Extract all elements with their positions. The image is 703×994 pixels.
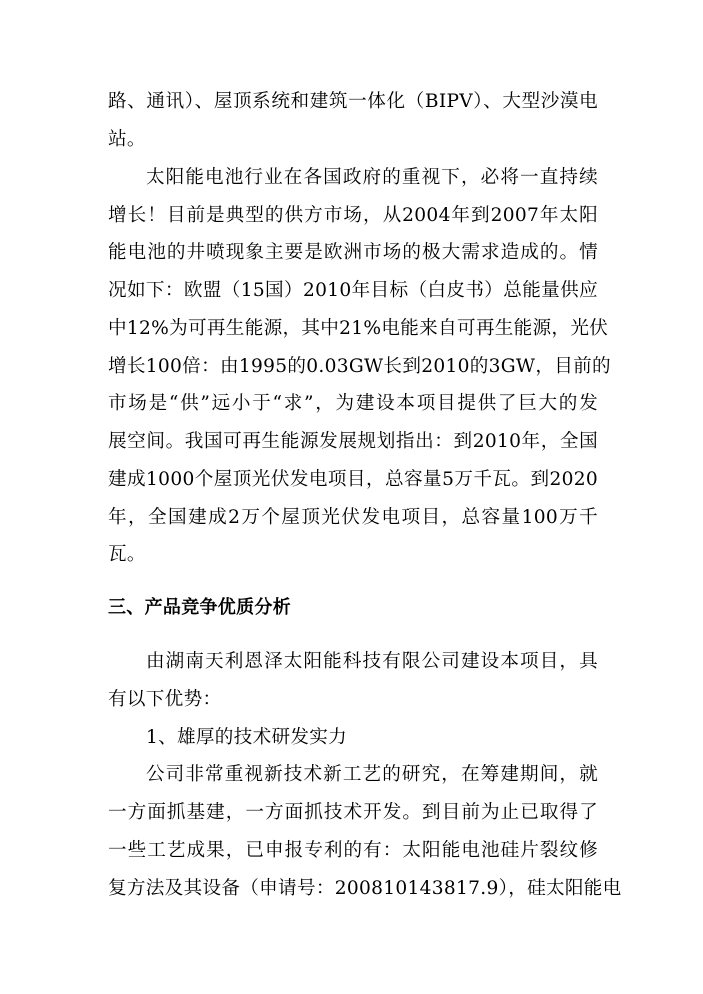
- text-line: 有以下优势：: [108, 689, 222, 710]
- text-line: 站。: [108, 129, 146, 150]
- subsection-heading: 1、雄厚的技术研发实力: [146, 727, 348, 748]
- text-line: 复方法及其设备（申请号：200810143817.9），硅太阳能电: [108, 878, 622, 899]
- text-line: 况如下：欧盟（15国）2010年目标（白皮书）总能量供应: [108, 280, 598, 301]
- text-line: 瓦。: [108, 544, 146, 565]
- text-line: 建成1000个屋顶光伏发电项目，总容量5万千瓦。到2020: [108, 469, 598, 490]
- section-heading: 三、产品竞争优质分析: [108, 597, 291, 618]
- text-line: 一些工艺成果，已申报专利的有：太阳能电池硅片裂纹修: [108, 840, 598, 861]
- text-line: 路、通讯）、屋顶系统和建筑一体化（BIPV）、大型沙漠电: [108, 91, 598, 112]
- text-line: 市场是“供”远小于“求”，为建设本项目提供了巨大的发: [108, 393, 598, 414]
- paragraph-first-line: 由湖南天利恩泽太阳能科技有限公司建设本项目，具: [146, 651, 598, 672]
- text-line: 展空间。我国可再生能源发展规划指出：到2010年，全国: [108, 431, 598, 452]
- text-line: 年，全国建成2万个屋顶光伏发电项目，总容量100万千: [108, 507, 598, 528]
- text-line: 增长！目前是典型的供方市场，从2004年到2007年太阳: [108, 205, 598, 226]
- text-line: 中12%为可再生能源，其中21%电能来自可再生能源，光伏: [108, 318, 609, 339]
- paragraph-first-line: 公司非常重视新技术新工艺的研究，在筹建期间，就: [146, 764, 598, 785]
- text-line: 能电池的井喷现象主要是欧洲市场的极大需求造成的。情: [108, 242, 598, 263]
- paragraph-first-line: 太阳能电池行业在各国政府的重视下，必将一直持续: [146, 167, 598, 188]
- text-line: 一方面抓基建，一方面抓技术开发。到目前为止已取得了: [108, 802, 598, 823]
- text-line: 增长100倍：由1995的0.03GW长到2010的3GW，目前的: [108, 356, 611, 377]
